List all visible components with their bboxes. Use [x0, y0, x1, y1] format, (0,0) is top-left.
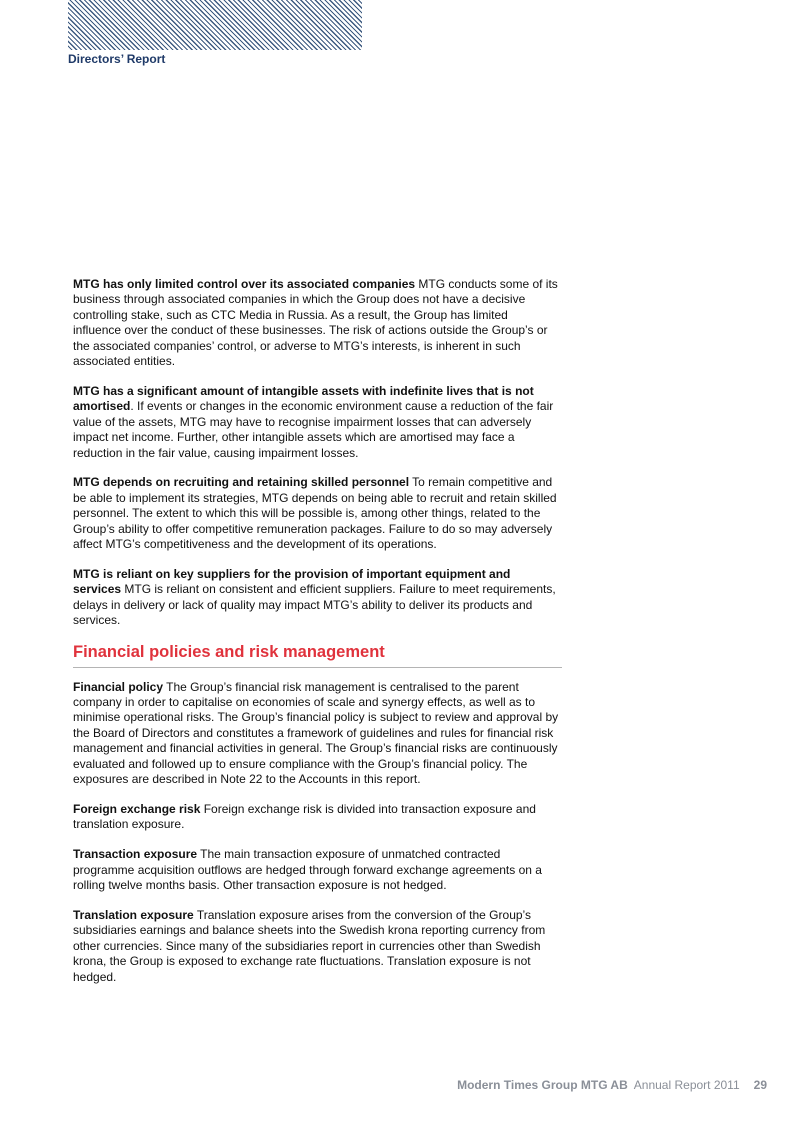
paragraph-body: MTG is reliant on consistent and efficient suppliers. Failure to meet requirements, delays in delivery or lack of quality may impact MTG’s ability to deliver its products and services. — [73, 582, 556, 628]
paragraph-body: Translation exposure arises from the conversion of the Group’s subsidiaries earnings and balance sheets into the Swedish krona reporting currency from other currencies. Since many of the subsidiaries report in currencies other than Swedish krona, the Group is exposed to exchange rate fluctuations. Translation exposure is not hedged. — [73, 908, 546, 984]
paragraph — [73, 384, 559, 461]
paragraph-lead: Foreign exchange risk — [73, 801, 201, 816]
paragraph-lead: Financial policy — [73, 679, 164, 694]
paragraph — [73, 847, 559, 893]
paragraph — [73, 802, 559, 833]
paragraph-body: The main transaction exposure of unmatched contracted programme acquisition outflows are hedged through forward exchange agreements on a rolling twelve months basis. Other transaction exposure is not hedged. — [73, 847, 542, 893]
paragraph-lead: MTG has only limited control over its associated companies — [73, 277, 416, 291]
paragraph-lead: MTG depends on recruiting and retaining skilled personnel — [73, 475, 410, 490]
paragraph-body: Foreign exchange risk is divided into transaction exposure and translation exposure. — [73, 801, 536, 832]
paragraph-lead: MTG is reliant on key suppliers for the provision of important equipment and services — [73, 567, 511, 597]
page-footer — [457, 1078, 767, 1092]
paragraph — [73, 680, 559, 788]
paragraph-lead: Translation exposure — [73, 908, 194, 922]
body-content — [73, 277, 559, 1000]
paragraph-body: The Group’s financial risk management is centralised to the parent company in order to capitalise on economies of scale and synergy effects, as well as to minimise operational risks. The Group’s financial policy is subject to review and approval by the Board of Directors and constitutes a framework of guidelines and rules for financial risk management and financial activities in general. The Group’s financial risks are continuously evaluated and followed up to ensure compliance with the Group’s financial policy. The exposures are described in Note 22 to the Accounts in this report. — [73, 679, 559, 787]
header-hatch-decoration — [68, 0, 362, 50]
footer-report: Annual Report 2011 — [633, 1078, 740, 1092]
paragraph — [73, 908, 559, 985]
paragraph-body: To remain competitive and be able to implement its strategies, MTG depends on being able to recruit and retain skilled personnel. The extent to which this will be possible is, among other things, related to the Group’s ability to offer competitive remuneration packages. Failure to do so may adversely affect MTG’s competitiveness and the development of its operations. — [73, 475, 557, 552]
paragraph-body: MTG conducts some of its business through associated companies in which the Group does not have a decisive controlling stake, such as CTC Media in Russia. As a result, the Group has limited influence over the conduct of these businesses. The risk of actions outside the Group’s or the associated companies’ control, or adverse to MTG’s interests, is inherent in such associated entities. — [73, 277, 558, 369]
footer-company: Modern Times Group MTG AB — [457, 1078, 628, 1092]
section-heading: Financial policies and risk management — [73, 641, 562, 668]
paragraph — [73, 567, 559, 629]
section-label: Directors’ Report — [68, 52, 166, 66]
paragraph-body: . If events or changes in the economic environment cause a reduction of the fair value of the assets, MTG may have to recognise impairment losses that can adversely impact net income. Further, other intangible assets which are amortised may face a reduction in the fair value, causing impairment losses. — [73, 399, 554, 460]
paragraph-lead: MTG has a significant amount of intangible assets with indefinite lives that is not amortised — [73, 383, 534, 414]
page-number: 29 — [753, 1078, 767, 1092]
paragraph — [73, 277, 559, 369]
paragraph — [73, 475, 559, 552]
paragraph-lead: Transaction exposure — [73, 847, 198, 862]
